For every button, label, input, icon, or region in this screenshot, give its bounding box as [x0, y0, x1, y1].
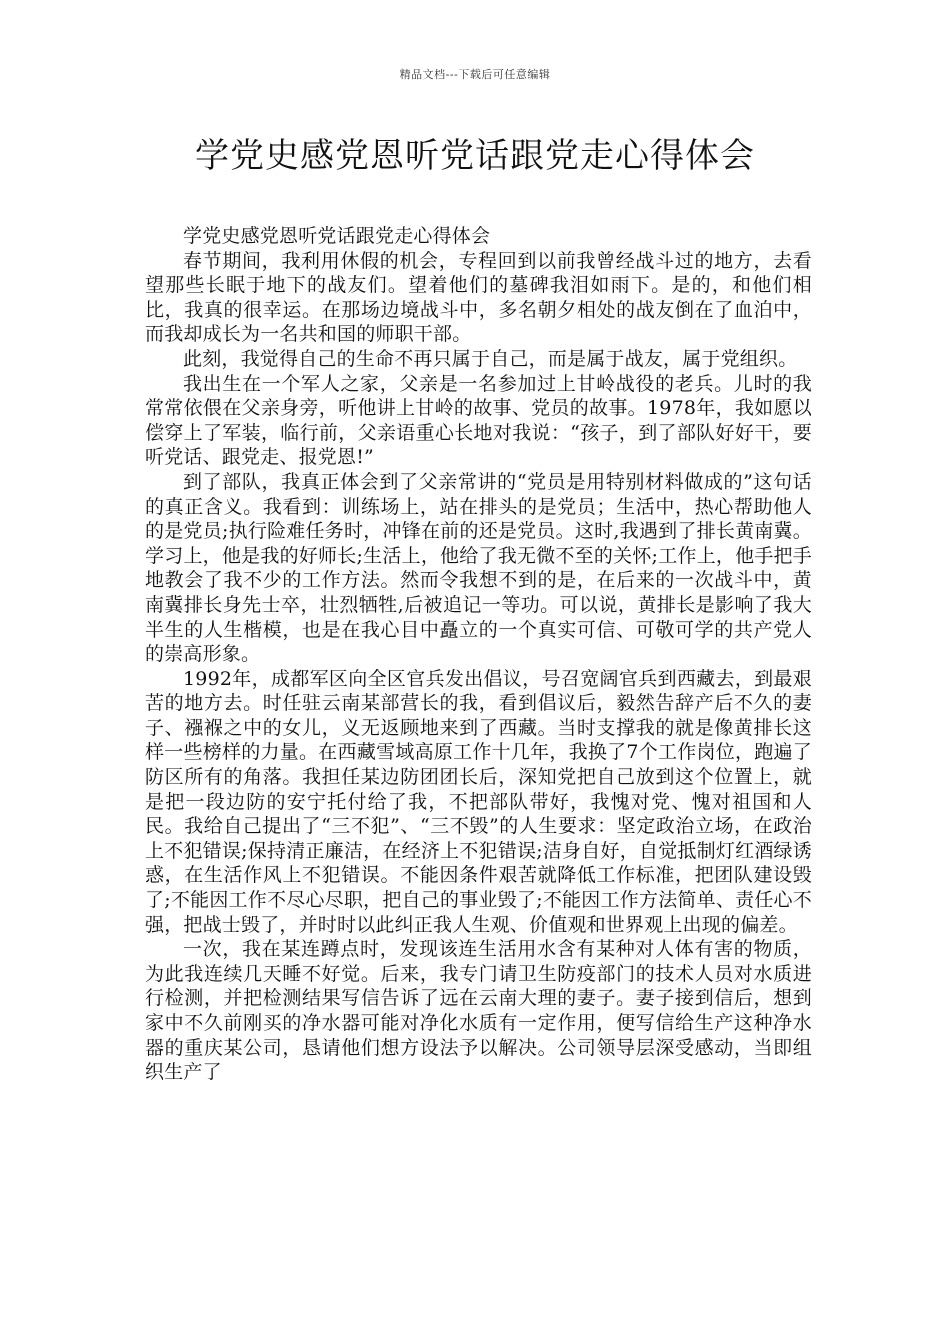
- paragraph: 春节期间，我利用休假的机会，专程回到以前我曾经战斗过的地方，去看望那些长眠于地下的战友们。望着他们的墓碑我泪如雨下。是的，和他们相比，我真的很幸运。在那场边境战斗中，多名朝夕相处的战友倒在了血泊中，而我却成长为一名共和国的师职干部。: [145, 249, 812, 346]
- paragraph: 1992年，成都军区向全区官兵发出倡议，号召宽阔官兵到西藏去，到最艰苦的地方去。时任驻云南某部营长的我，看到倡议后，毅然告辞产后不久的妻子、襁褓之中的女儿，义无返顾地来到了西藏。当时支撑我的就是像黄排长这样一些榜样的力量。在西藏雪域高原工作十几年，我换了7个工作岗位，跑遍了防区所有的角落。我担任某边防团团长后，深知党把自己放到这个位置上，就是把一段边防的安宁托付给了我，不把部队带好，我愧对党、愧对祖国和人民。我给自己提出了“三不犯”、“三不毁”的人生要求：坚定政治立场，在政治上不犯错误;保持清正廉洁，在经济上不犯错误;洁身自好，自觉抵制灯红酒绿诱惑，在生活作风上不犯错误。不能因条件艰苦就降低工作标准，把团队建设毁了;不能因工作不尽心尽职，把自己的事业毁了;不能因工作方法简单、责任心不强，把战士毁了，并时时以此纠正我人生观、价值观和世界观上出现的偏差。: [145, 667, 812, 936]
- document-body: [145, 224, 812, 1085]
- paragraph: 一次，我在某连蹲点时，发现该连生活用水含有某种对人体有害的物质，为此我连续几天睡不好觉。后来，我专门请卫生防疫部门的技术人员对水质进行检测，并把检测结果写信告诉了远在云南大理的妻子。妻子接到信后，想到家中不久前刚买的净水器可能对净化水质有一定作用，便写信给生产这种净水器的重庆某公司，恳请他们想方设法予以解决。公司领导层深受感动，当即组织生产了: [145, 938, 812, 1084]
- document-subtitle: 学党史感党恩听党话跟党走心得体会: [183, 225, 491, 247]
- document-title: 学党史感党恩听党话跟党走心得体会: [195, 136, 755, 176]
- paragraph: 到了部队，我真正体会到了父亲常讲的“党员是用特别材料做成的”这句话的真正含义。我看到：训练场上，站在排头的是党员；生活中，热心帮助他人的是党员;执行险难任务时，冲锋在前的还是党员。这时,我遇到了排长黄南冀。学习上，他是我的好师长;生活上，他给了我无微不至的关怀;工作上，他手把手地教会了我不少的工作方法。然而令我想不到的是，在后来的一次战斗中，黄南冀排长身先士卒，壮烈牺牲,后被追记一等功。可以说，黄排长是影响了我大半生的人生楷模，也是在我心目中矗立的一个真实可信、可敬可学的共产党人的崇高形象。: [145, 470, 812, 666]
- paragraph: 此刻，我觉得自己的生命不再只属于自己，而是属于战友，属于党组织。: [183, 347, 798, 370]
- header-note: 精品文档---下载后可任意编辑: [399, 68, 551, 81]
- paragraph: 我出生在一个军人之家，父亲是一名参加过上甘岭战役的老兵。儿时的我常常依偎在父亲身旁，听他讲上甘岭的故事、党员的故事。1978年，我如愿以偿穿上了军装，临行前，父亲语重心长地对我说：“孩子，到了部队好好干，要听党话、跟党走、报党恩!”: [145, 372, 812, 469]
